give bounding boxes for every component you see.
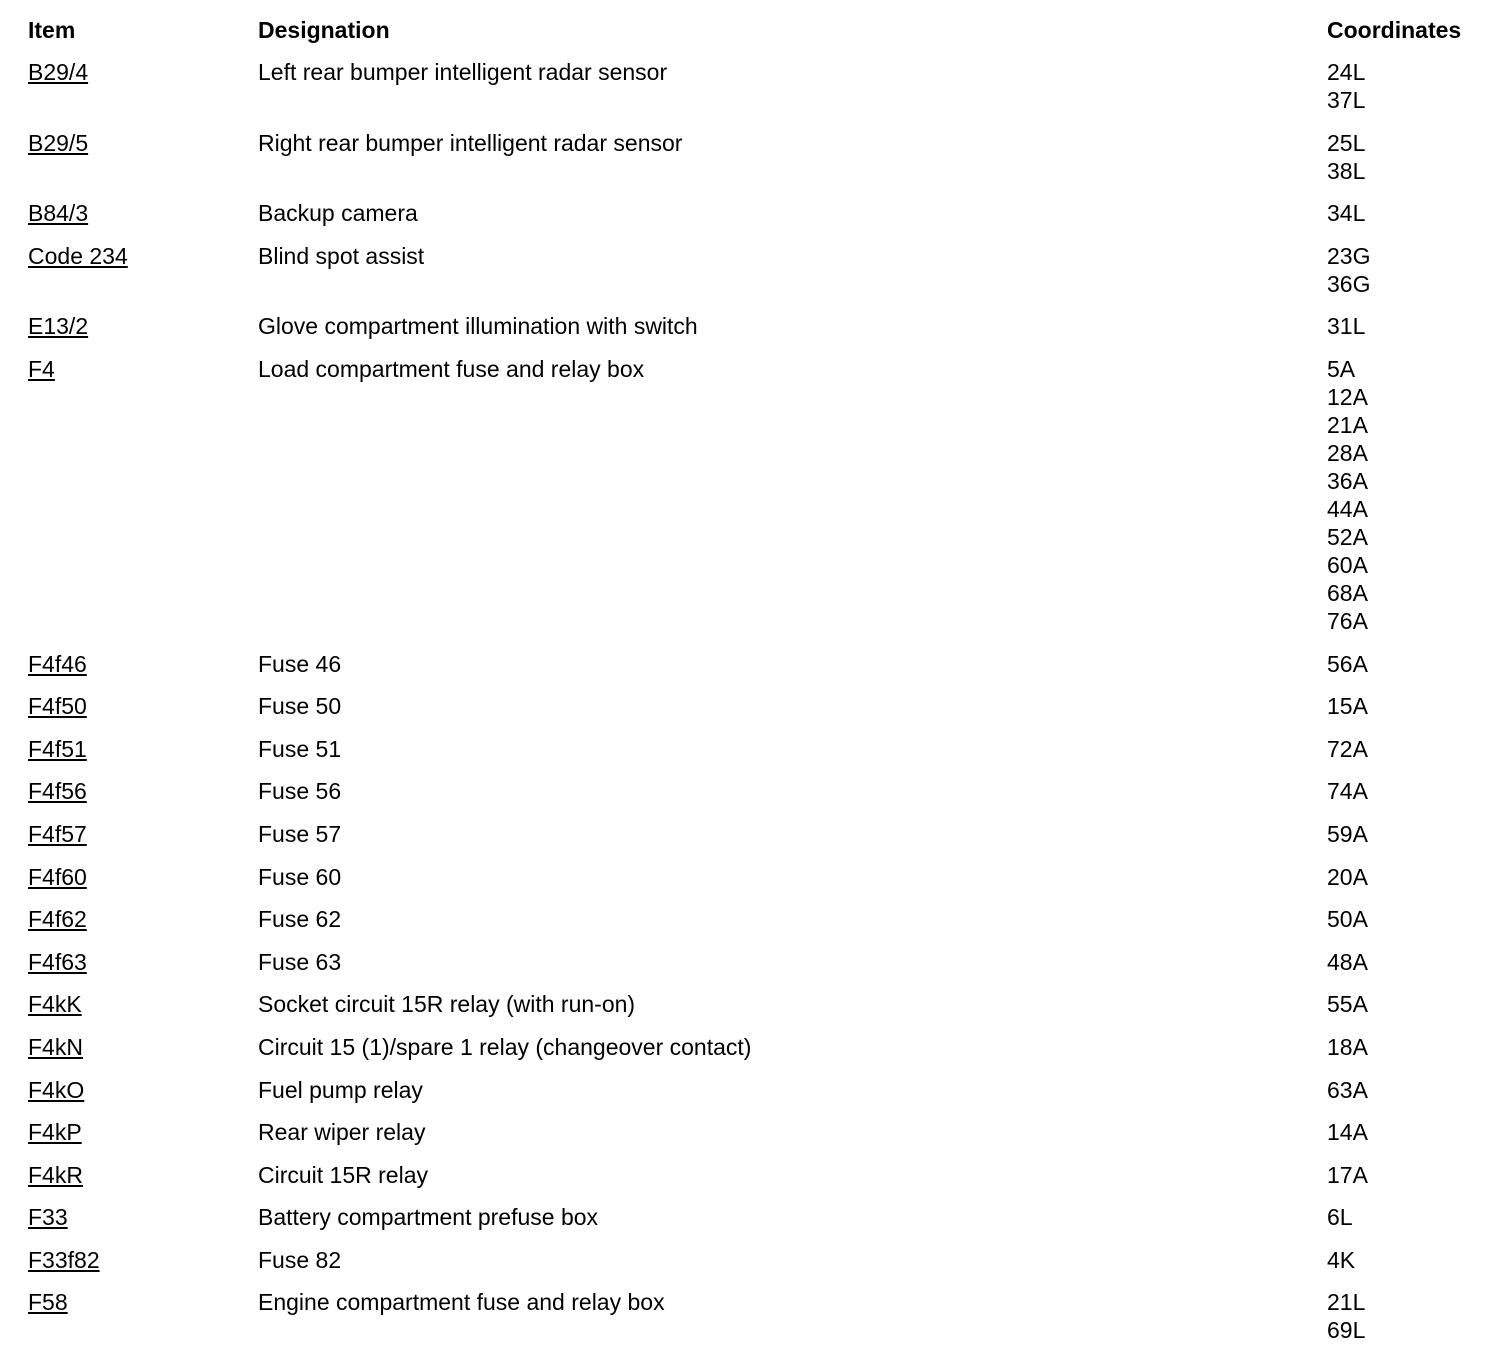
item-cell [28, 1118, 258, 1146]
item-cell [28, 1203, 258, 1231]
coordinate-value: 24L [1327, 59, 1366, 85]
coordinate-value: 48A [1327, 948, 1368, 975]
coordinate-value: 50A [1327, 906, 1368, 933]
coordinates-cell [1327, 1161, 1487, 1189]
item-cell [28, 820, 258, 848]
item-link[interactable]: B29/4 [28, 59, 89, 85]
item-cell [28, 1288, 258, 1316]
coordinates-cell [1327, 129, 1487, 185]
coordinate-value: 38L [1327, 157, 1366, 184]
coordinate-value: 44A [1327, 495, 1368, 522]
coordinate-value: 34L [1327, 200, 1366, 227]
designation-cell: Fuse 63 [258, 948, 342, 975]
coordinates-cell [1327, 650, 1487, 678]
header-item: Item [28, 16, 76, 43]
item-link[interactable]: F4kR [28, 1161, 83, 1188]
coordinates-cell [1327, 355, 1487, 635]
item-cell [28, 905, 258, 933]
item-link[interactable]: F4f57 [28, 820, 87, 847]
coordinate-value: 60A [1327, 551, 1368, 578]
table-body [28, 58, 1488, 1344]
coordinate-value: 59A [1327, 820, 1368, 847]
coordinate-value: 36G [1327, 270, 1371, 297]
item-cell [28, 58, 258, 86]
table-row [28, 650, 1488, 678]
coordinate-value: 69L [1327, 1317, 1366, 1344]
coordinate-value: 28A [1327, 439, 1368, 466]
item-cell [28, 650, 258, 678]
table-row [28, 1288, 1488, 1344]
coordinates-cell [1327, 692, 1487, 720]
item-link[interactable]: F58 [28, 1289, 68, 1316]
coordinates-cell [1327, 1033, 1487, 1061]
table-row [28, 990, 1488, 1018]
header-coordinates: Coordinates [1327, 16, 1462, 43]
coordinates-cell [1327, 948, 1487, 976]
item-link[interactable]: F4kP [28, 1119, 82, 1146]
item-link[interactable]: F4kO [28, 1076, 85, 1103]
designation-cell: Glove compartment illumination with switch [258, 313, 698, 340]
item-cell [28, 990, 258, 1018]
item-cell [28, 242, 258, 270]
coordinates-cell [1327, 1203, 1487, 1231]
coordinates-cell [1327, 777, 1487, 805]
coordinate-value: 36A [1327, 467, 1368, 494]
coordinates-cell [1327, 735, 1487, 763]
item-link[interactable]: F4f62 [28, 906, 87, 933]
table-row [28, 863, 1488, 891]
item-cell [28, 735, 258, 763]
coordinate-value: 4K [1327, 1246, 1356, 1273]
coordinate-value: 63A [1327, 1076, 1368, 1103]
coordinate-value: 18A [1327, 1033, 1368, 1060]
item-cell [28, 1076, 258, 1104]
table-row [28, 905, 1488, 933]
table-row [28, 1118, 1488, 1146]
table-row [28, 1203, 1488, 1231]
item-link[interactable]: F4f51 [28, 735, 87, 762]
item-cell [28, 312, 258, 340]
coordinate-value: 5A [1327, 355, 1356, 382]
item-link[interactable]: F4f56 [28, 778, 87, 805]
coordinates-cell [1327, 820, 1487, 848]
designation-cell: Fuse 62 [258, 906, 342, 933]
coordinate-value: 6L [1327, 1204, 1353, 1231]
coordinates-cell [1327, 312, 1487, 340]
item-link[interactable]: F4kK [28, 991, 82, 1018]
designation-cell: Battery compartment prefuse box [258, 1204, 599, 1231]
designation-cell: Fuse 46 [258, 650, 342, 677]
coordinates-cell [1327, 905, 1487, 933]
table-row [28, 820, 1488, 848]
item-link[interactable]: B29/5 [28, 129, 89, 156]
designation-cell: Left rear bumper intelligent radar sensor [258, 59, 668, 85]
coordinates-cell [1327, 58, 1487, 114]
table-row [28, 355, 1488, 635]
coordinate-value: 20A [1327, 863, 1368, 890]
coordinate-value: 14A [1327, 1119, 1368, 1146]
component-table [28, 12, 1488, 1359]
coordinate-value: 15A [1327, 693, 1368, 720]
header-designation: Designation [258, 16, 390, 43]
coordinate-value: 25L [1327, 129, 1366, 156]
coordinate-value: 76A [1327, 607, 1368, 634]
item-link[interactable]: F33f82 [28, 1246, 100, 1273]
designation-cell: Right rear bumper intelligent radar sensor [258, 129, 683, 156]
coordinate-value: 21A [1327, 411, 1368, 438]
coordinates-cell [1327, 242, 1487, 298]
item-link[interactable]: F4f63 [28, 948, 87, 975]
designation-cell: Circuit 15 (1)/spare 1 relay (changeover contact) [258, 1033, 752, 1060]
item-link[interactable]: F4f50 [28, 693, 87, 720]
item-link[interactable]: B84/3 [28, 200, 89, 227]
coordinate-value: 31L [1327, 313, 1366, 340]
table-row [28, 129, 1488, 185]
item-link[interactable]: F4f46 [28, 650, 87, 677]
coordinate-value: 23G [1327, 242, 1371, 269]
designation-cell: Engine compartment fuse and relay box [258, 1289, 665, 1316]
table-row [28, 1076, 1488, 1104]
item-link[interactable]: F4kN [28, 1033, 83, 1060]
designation-cell: Socket circuit 15R relay (with run-on) [258, 991, 636, 1018]
designation-cell: Fuse 50 [258, 693, 342, 720]
item-link[interactable]: F4f60 [28, 863, 87, 890]
item-cell [28, 1246, 258, 1274]
designation-cell: Fuse 51 [258, 735, 342, 762]
coordinate-value: 17A [1327, 1161, 1368, 1188]
table-row [28, 199, 1488, 227]
designation-cell: Load compartment fuse and relay box [258, 355, 645, 382]
table-row [28, 58, 1488, 114]
coordinate-value: 12A [1327, 383, 1368, 410]
designation-cell: Fuse 57 [258, 820, 342, 847]
coordinates-cell [1327, 1076, 1487, 1104]
coordinate-value: 72A [1327, 735, 1368, 762]
item-link[interactable]: Code 234 [28, 242, 128, 269]
table-row [28, 735, 1488, 763]
coordinate-value: 55A [1327, 991, 1368, 1018]
designation-cell: Fuel pump relay [258, 1076, 423, 1103]
item-link[interactable]: F4 [28, 355, 55, 382]
item-cell [28, 1161, 258, 1189]
item-cell [28, 948, 258, 976]
designation-cell: Backup camera [258, 200, 418, 227]
item-cell [28, 199, 258, 227]
designation-cell: Rear wiper relay [258, 1119, 426, 1146]
coordinate-value: 68A [1327, 579, 1368, 606]
coordinate-value: 52A [1327, 523, 1368, 550]
table-row [28, 1161, 1488, 1189]
item-cell [28, 777, 258, 805]
coordinates-cell [1327, 199, 1487, 227]
designation-cell: Circuit 15R relay [258, 1161, 428, 1188]
item-cell [28, 1033, 258, 1061]
coordinate-value: 37L [1327, 87, 1366, 113]
designation-cell: Fuse 82 [258, 1246, 342, 1273]
table-row [28, 312, 1488, 340]
table-row [28, 242, 1488, 298]
item-cell [28, 355, 258, 383]
designation-cell: Blind spot assist [258, 242, 425, 269]
coordinates-cell [1327, 990, 1487, 1018]
item-cell [28, 863, 258, 891]
coordinates-cell [1327, 1246, 1487, 1274]
designation-cell: Fuse 60 [258, 863, 342, 890]
designation-cell: Fuse 56 [258, 778, 342, 805]
table-header [28, 12, 1488, 48]
item-cell [28, 129, 258, 157]
coordinates-cell [1327, 1118, 1487, 1146]
coordinates-cell [1327, 863, 1487, 891]
coordinates-cell [1327, 1288, 1487, 1344]
coordinate-value: 56A [1327, 650, 1368, 677]
table-row [28, 777, 1488, 805]
table-row [28, 1033, 1488, 1061]
coordinate-value: 21L [1327, 1289, 1366, 1316]
item-link[interactable]: F33 [28, 1204, 68, 1231]
item-cell [28, 692, 258, 720]
coordinate-value: 74A [1327, 778, 1368, 805]
table-row [28, 948, 1488, 976]
table-row [28, 1246, 1488, 1274]
table-row [28, 692, 1488, 720]
item-link[interactable]: E13/2 [28, 313, 89, 340]
